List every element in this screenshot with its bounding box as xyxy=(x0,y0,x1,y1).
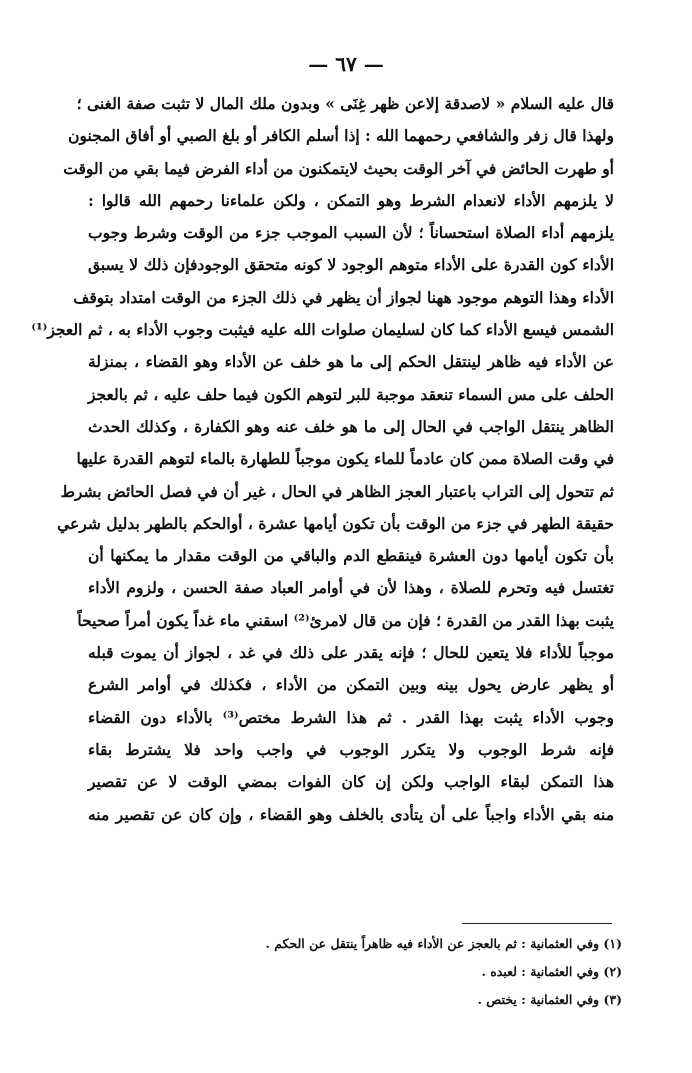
footnote: (١) وفي العثمانية : ثم بالعجز عن الأداء فيه ظاهراً ينتقل عن الحكم . xyxy=(265,936,622,951)
text-line: تغتسل فيه وتحرم للصلاة ، وهذا لأن في أوامر العباد صفة الحسن ، ولزوم الأداء xyxy=(88,578,614,598)
text-line: بأن تكون أيامها دون العشرة فينقطع الدم والباقي من الوقت مقدار ما يمكنها أن xyxy=(88,546,614,566)
footnote-separator xyxy=(462,923,612,924)
page-number: — ٦٧ — xyxy=(308,52,384,76)
text-line: وجوب الأداء يثبت بهذا القدر . ثم هذا الشرط مختص⁽³⁾ بالأداء دون القضاء xyxy=(88,707,614,727)
text-line: قال عليه السلام « لاصدقة إلاعن ظهر غِنَى » وبدون ملك المال لا تثبت صفة الغنى ؛ xyxy=(76,94,614,113)
text-line: منه بقي الأداء واجباً على أن يتأدى بالخلف وهو القضاء ، وإن كان عن تقصير منه xyxy=(88,804,614,824)
text-line: ولهذا قال زفر والشافعي رحمهما الله : إذا أسلم الكافر أو بلغ الصبي أو أفاق المجنون xyxy=(68,126,614,146)
text-line: الظاهر ينتقل الواجب في الحال إلى ما هو خلف عنه وهو الكفارة ، وكذلك الحدث xyxy=(88,416,614,436)
text-line: حقيقة الطهر في جزء من الوقت بأن تكون أيامها عشرة ، أوالحكم بالطهر بدليل شرعي xyxy=(57,513,614,533)
text-line: في وقت الصلاة ممن كان عادماً للماء يكون موجباً للطهارة بالماء لتوهم القدرة عليها xyxy=(76,449,614,469)
text-line: هذا التمكن لبقاء الواجب ولكن إن كان الفوات بمضي الوقت لا عن تقصير xyxy=(88,772,614,792)
main-text xyxy=(31,88,614,831)
text-line: عن الأداء فيه ظاهر لينتقل الحكم إلى ما هو خلف عن الأداء وهو القضاء ، بمنزلة xyxy=(88,352,614,372)
text-line: أو طهرت الحائض في آخر الوقت بحيث لايتمكنون من أداء الفرض فيما بقي من الوقت xyxy=(63,158,614,178)
footnote: (٣) وفي العثمانية : يختص . xyxy=(477,992,622,1007)
text-line: يثبت بهذا القدر من القدرة ؛ فإن من قال لامرئ⁽²⁾ اسقني ماء غداً يكون أمراً صحيحاً xyxy=(77,610,614,630)
text-line: لا يلزمهم الأداء لانعدام الشرط وهو التمكن ، ولكن علماءنا رحمهم الله قالوا : xyxy=(88,190,614,210)
text-line: الأداء وهذا التوهم موجود ههنا لجواز أن يظهر في ذلك الجزء من الوقت امتداد بتوقف xyxy=(73,287,614,307)
footnotes xyxy=(122,930,622,1014)
text-line: يلزمهم أداء الصلاة استحساناً ؛ لأن السبب الموجب جزء من الوقت وشرط وجوب xyxy=(88,223,614,243)
text-line: ثم تتحول إلى التراب باعتبار العجز الظاهر في الحال ، غير أن في فصل الحائض بشرط xyxy=(60,481,614,501)
text-line: فإنه شرط الوجوب ولا يتكرر الوجوب في واجب واحد فلا يشترط بقاء xyxy=(88,739,614,759)
text-line: أو يظهر عارض يحول بينه وبين التمكن من الأداء ، فكذلك في أوامر الشرع xyxy=(88,675,614,695)
text-line: الشمس فيسع الأداء كما كان لسليمان صلوات الله عليه فيثبت وجوب الأداء به ، ثم العجز⁽¹⁾ xyxy=(31,320,614,340)
text-line: موجباً للأداء فلا يتعين للحال ؛ فإنه يقدر على ذلك في غد ، لجواز أن يموت قبله xyxy=(88,643,614,663)
text-line: الأداء كون القدرة على الأداء متوهم الوجود لا كونه متحقق الوجودفإن ذلك لا يسبق xyxy=(88,255,614,275)
footnote: (٢) وفي العثمانية : لعبده . xyxy=(481,964,622,979)
text-line: الحلف على مس السماء تنعقد موجبة للبر لتوهم الكون فيما حلف عليه ، ثم بالعجز xyxy=(88,384,614,404)
